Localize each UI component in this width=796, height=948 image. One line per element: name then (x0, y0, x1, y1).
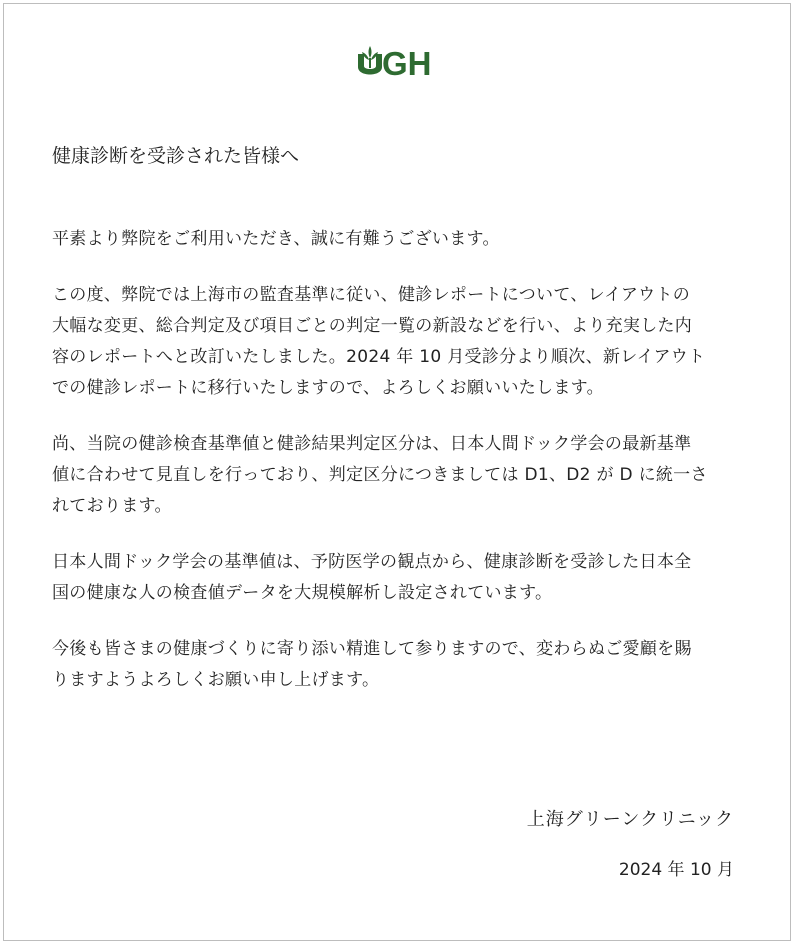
logo-lettering: GH (382, 45, 432, 82)
text-line: 値に合わせて見直しを行っており、判定区分につきましては D1、D2 が D に統一さ (52, 465, 708, 485)
paragraph-standards (52, 429, 752, 522)
text-line: れております。 (52, 496, 172, 516)
ugh-logo-icon (356, 40, 446, 82)
salutation: 健康診断を受診された皆様へ (52, 145, 300, 167)
paragraph-reference-values (52, 547, 752, 609)
text-line: りますようよろしくお願い申し上げます。 (52, 670, 380, 690)
text-line: 容のレポートへと改訂いたしました。2024 年 10 月受診分より順次、新レイアウト (52, 347, 706, 367)
text-line: 国の健康な人の検査値データを大規模解析し設定されています。 (52, 583, 553, 603)
text-line: この度、弊院では上海市の監査基準に従い、健診レポートについて、レイアウトの (52, 285, 691, 305)
paragraph-greeting (52, 224, 752, 255)
text-line: 平素より弊院をご利用いただき、誠に有難うございます。 (52, 229, 500, 249)
letter-body (52, 224, 752, 721)
text-line: 日本人間ドック学会の基準値は、予防医学の観点から、健康診断を受診した日本全 (52, 552, 692, 572)
paragraph-closing (52, 634, 752, 696)
letter-date: 2024 年 10 月 (618, 860, 734, 880)
text-line: での健診レポートに移行いたしますので、よろしくお願いいたします。 (52, 378, 604, 398)
text-line: 今後も皆さまの健康づくりに寄り添い精進して参りますので、変わらぬご愛顧を賜 (52, 639, 692, 659)
text-line: 尚、当院の健診検査基準値と健診結果判定区分は、日本人間ドック学会の最新基準 (52, 434, 692, 454)
clinic-logo (356, 40, 446, 82)
text-line: 大幅な変更、総合判定及び項目ごとの判定一覧の新設などを行い、より充実した内 (52, 316, 693, 336)
paragraph-report-update (52, 280, 752, 404)
clinic-signature: 上海グリーンクリニック (526, 809, 734, 830)
letter-page (3, 3, 791, 941)
